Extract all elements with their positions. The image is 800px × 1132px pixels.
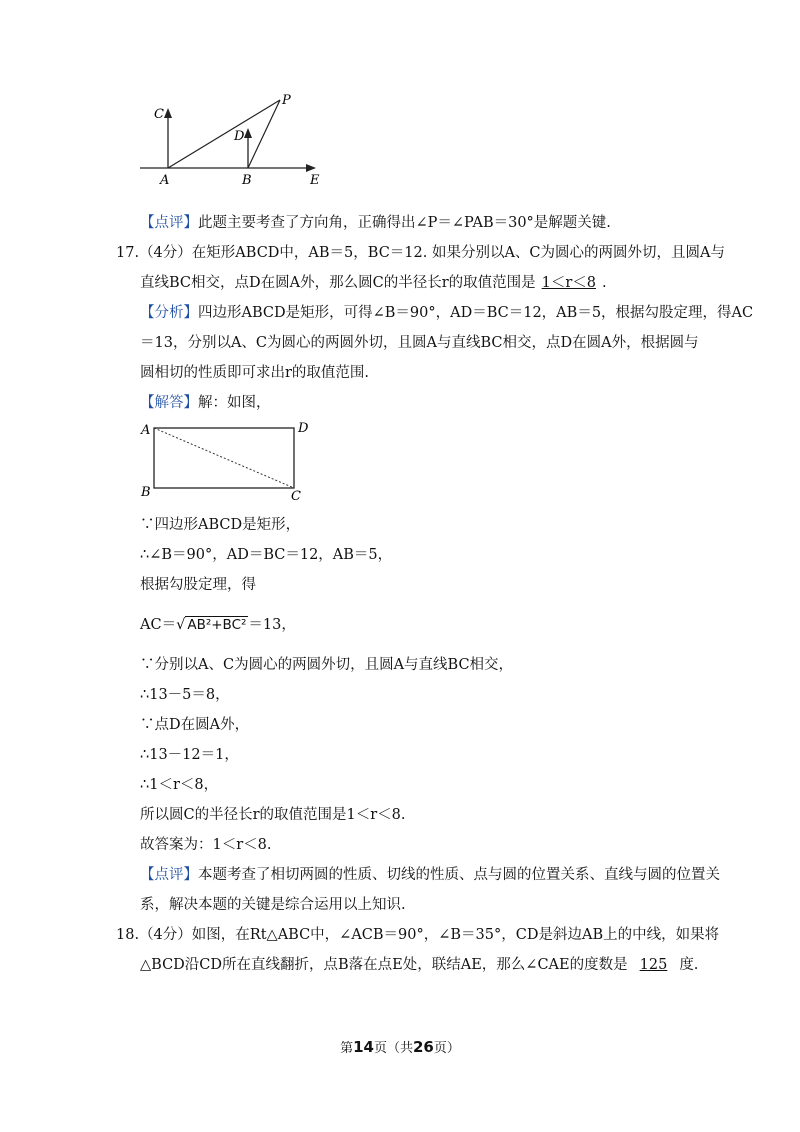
q18-text2: △BCD沿CD所在直线翻折，点B落在点E处，联结AE，那么∠CAE的度数是 xyxy=(140,957,628,973)
formula-rhs: ＝13， xyxy=(248,617,296,633)
review16-text: 此题主要考查了方向角，正确得出∠P＝∠PAB＝30°是解题关键. xyxy=(198,215,611,231)
q18-number: 18. xyxy=(116,927,140,943)
review16-line xyxy=(140,213,611,233)
label-a: A xyxy=(141,423,151,438)
q17-text1: 在矩形ABCD中，AB＝5，BC＝12. 如果分别以A、C为圆心的两圆外切，且圆A与 xyxy=(191,245,725,261)
solution17-intro-text: 解：如图， xyxy=(198,395,271,411)
formula-radicand: AB²+BC² xyxy=(187,617,247,633)
analysis17-text1: 四边形ABCD是矩形，可得∠B＝90°，AD＝BC＝12，AB＝5，根据勾股定理，得AC xyxy=(198,305,754,321)
q17-number: 17. xyxy=(116,245,140,261)
analysis17-line2: ＝13，分别以A、C为圆心的两圆外切，且圆A与直线BC相交，点D在圆A外，根据圆与 xyxy=(140,335,699,351)
q18-line1 xyxy=(116,925,719,945)
diagonal-ac xyxy=(154,428,294,488)
q17-line2 xyxy=(140,273,607,293)
segment-ap xyxy=(168,100,280,168)
label-b: B xyxy=(141,485,151,500)
label-c: C xyxy=(154,107,164,122)
footer-pre: 第 xyxy=(340,1041,354,1056)
solution-tag: 【解答】 xyxy=(140,395,198,411)
sqrt-sign: √ xyxy=(176,617,186,633)
label-p: P xyxy=(282,93,291,108)
direction-angle-figure xyxy=(130,88,330,188)
footer-total: 26 xyxy=(413,1038,434,1056)
review17-line1 xyxy=(140,865,720,885)
label-c: C xyxy=(291,489,301,502)
footer-page: 14 xyxy=(353,1038,374,1056)
rectangle-figure xyxy=(138,420,318,502)
q17-line1 xyxy=(116,243,725,263)
arrow-e xyxy=(306,164,316,172)
q17-score: （4分） xyxy=(139,245,192,261)
page-footer xyxy=(0,1037,800,1056)
q18-answer: 125 xyxy=(639,957,668,973)
step-8: ∴1＜r＜8， xyxy=(140,777,219,793)
q18-text1: 如图，在Rt△ABC中，∠ACB＝90°，∠B＝35°，CD是斜边AB上的中线，如果将 xyxy=(191,927,720,943)
solution17-intro xyxy=(140,393,271,413)
review17-text1: 本题考查了相切两圆的性质、切线的性质、点与圆的位置关系、直线与圆的位置关 xyxy=(198,867,720,883)
step-1: ∵四边形ABCD是矩形， xyxy=(140,517,301,533)
q18-end: 度. xyxy=(679,957,699,973)
q17-text2: 直线BC相交，点D在圆A外，那么圆C的半径长r的取值范围是 xyxy=(140,275,536,291)
label-b: B xyxy=(242,173,252,188)
formula-lhs: AC＝ xyxy=(140,617,177,633)
footer-mid: 页（共 xyxy=(373,1041,413,1056)
q17-end: . xyxy=(602,275,607,291)
label-d: D xyxy=(298,421,309,436)
q18-score: （4分） xyxy=(139,927,192,943)
analysis-tag: 【分析】 xyxy=(140,305,198,321)
footer-post: 页） xyxy=(433,1041,460,1056)
step-4: ∵分别以A、C为圆心的两圆外切，且圆A与直线BC相交， xyxy=(140,657,514,673)
step-6: ∵点D在圆A外， xyxy=(140,717,250,733)
step-9: 所以圆C的半径长r的取值范围是1＜r＜8. xyxy=(140,807,406,823)
label-a: A xyxy=(160,173,170,188)
step-2: ∴∠B＝90°，AD＝BC＝12，AB＝5， xyxy=(140,547,393,563)
arrow-d xyxy=(244,128,252,138)
analysis17-line1 xyxy=(140,303,753,323)
q17-answer: 1＜r＜8 xyxy=(541,275,597,291)
formula-ac xyxy=(140,615,296,635)
step-5: ∴13－5＝8， xyxy=(140,687,230,703)
analysis17-line3: 圆相切的性质即可求出r的取值范围. xyxy=(140,365,370,381)
step-3: 根据勾股定理，得 xyxy=(140,577,256,593)
step-7: ∴13－12＝1， xyxy=(140,747,239,763)
label-e: E xyxy=(310,173,320,188)
review17-line2: 系，解决本题的关键是综合运用以上知识. xyxy=(140,897,406,913)
q18-line2 xyxy=(140,955,698,975)
label-d: D xyxy=(234,129,245,144)
review-tag: 【点评】 xyxy=(140,867,198,883)
review-tag: 【点评】 xyxy=(140,215,198,231)
step-10: 故答案为：1＜r＜8. xyxy=(140,837,272,853)
arrow-c xyxy=(164,108,172,118)
